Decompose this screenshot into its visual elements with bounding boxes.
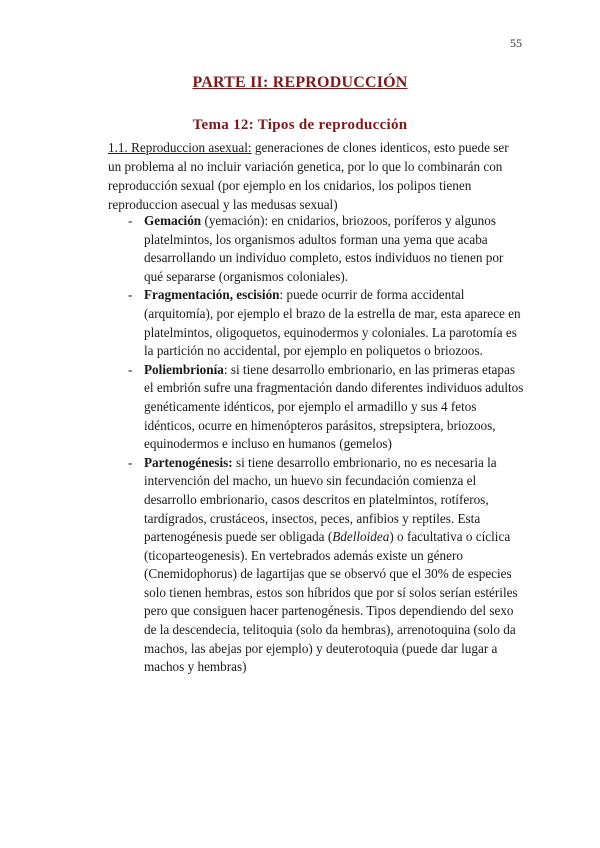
reproduction-types-list bbox=[108, 212, 524, 677]
term-fragmentacion: Fragmentación, escisión bbox=[144, 287, 280, 303]
intro-paragraph bbox=[108, 138, 524, 214]
list-item-poliembrionia bbox=[108, 361, 524, 454]
item-text: si tiene desarrollo embrionario, no es necesaria la intervención del macho, un huevo sin fecundación comienza el desarrollo embrionario, casos descritos en platelmintos, rotíferos, tardígrados, crustáceos, insectos, peces, anfibios y reptiles. Esta partenogénesis puede ser obligada ( bbox=[144, 454, 497, 545]
part-title: PARTE II: REPRODUCCIÓN bbox=[192, 74, 408, 91]
page-number: 55 bbox=[510, 36, 522, 50]
list-dash: - bbox=[128, 213, 133, 228]
topic-title: Tema 12: Tipos de reproducción bbox=[192, 117, 408, 133]
item-text: : si tiene desarrollo embrionario, en las primeras etapas el embrión sufre una fragmentación dando diferentes individuos adultos genéticamente idénticos, por ejemplo el armadillo y sus 4 fetos idénticos, ocurre en himenópteros parásitos, strepsiptera, briozoos, equinodermos e incluso en humanos (gemelos) bbox=[144, 361, 524, 452]
item-text: : puede ocurrir de forma accidental (arquitomía), por ejemplo el brazo de la estrella de mar, esta aparece en platelmintos, oligoquetos, equinodermos y coloniales. La parotomía es la partición no accidental, por ejemplo en poliquetos o briozoos. bbox=[144, 287, 521, 359]
list-dash: - bbox=[128, 454, 133, 470]
item-text: (yemación): en cnidarios, briozoos, poríferos y algunos platelmintos, los organismos adultos forman una yema que acaba desarrollando un individuo completo, estos individuos no tienen por qué separarse (organismos coloniales). bbox=[144, 213, 504, 284]
intro-heading: 1.1. Reproduccion asexual: bbox=[108, 140, 252, 155]
list-item-gemacion bbox=[108, 212, 524, 286]
term-gemacion: Gemación bbox=[144, 213, 202, 228]
intro-text: generaciones de clones identicos, esto puede ser un problema al no incluir variación genetica, por lo que lo combinarán con reproducción sexual (por ejemplo en los cnidarios, los polipos tienen reproduccion asecual y las medusas sexual) bbox=[108, 140, 509, 212]
list-item-fragmentacion bbox=[108, 286, 524, 360]
item-text: ) o facultativa o cíclica (ticoparteogenesis). En vertebrados además existe un género (Cnemidophorus) de lagartijas que se observó que el 30% de especies solo tienen hembras, estos son híbridos que por sí solos serían estériles pero que consiguen hacer partenogénesis. Tipos dependiendo del sexo de la descendecia, telitoquia (solo da hembras), arrenotoquina (solo da machos, las abejas por ejemplo) y deuterotoquia (puede dar lugar a machos y hembras) bbox=[144, 529, 518, 675]
italic-species-name: Bdelloidea bbox=[332, 529, 390, 545]
term-partenogenesis: Partenogénesis: bbox=[144, 454, 233, 470]
term-poliembrionia: Poliembrionía bbox=[144, 361, 224, 377]
list-item-partenogenesis bbox=[108, 454, 524, 677]
list-dash: - bbox=[128, 361, 133, 377]
list-dash: - bbox=[128, 287, 133, 303]
